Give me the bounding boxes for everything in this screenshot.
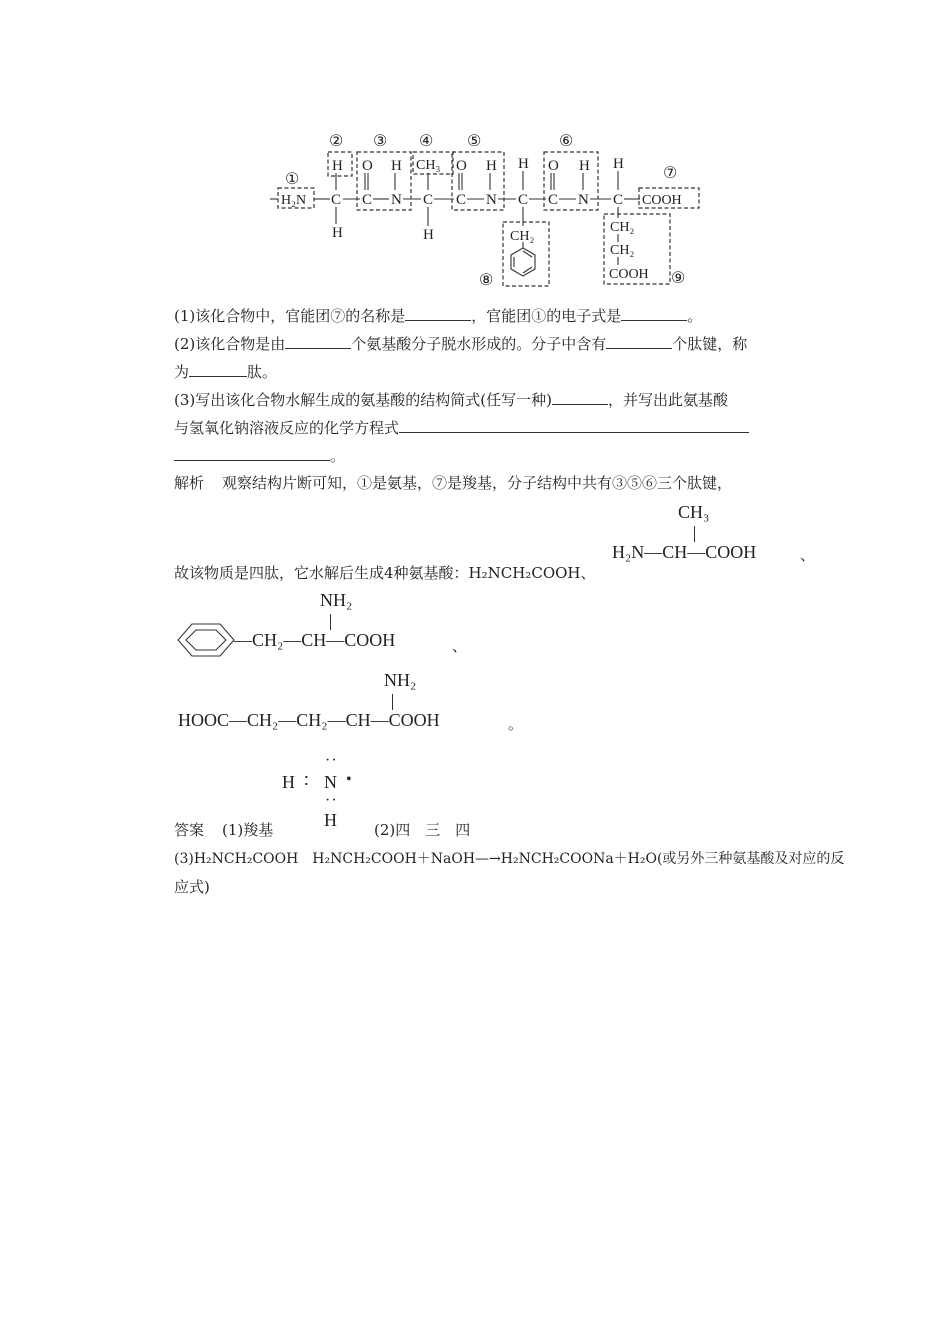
glutamic-main: HOOC—CH₂—CH₂—CH—COOH — [178, 710, 440, 730]
carboxyl-group: COOH — [642, 193, 682, 208]
q2-text-b: 个氨基酸分子脱水形成的。分子中含有 — [351, 335, 607, 353]
analysis-line-2 — [174, 563, 596, 583]
q3-blank-2[interactable] — [399, 417, 749, 433]
h-bottom-2: H — [423, 227, 434, 243]
side-ch2-a: CH₂ — [610, 220, 635, 235]
glutamic-bond — [392, 694, 393, 710]
answer-part-2: (2)四 三 四 — [374, 821, 471, 839]
q3-text-c: 与氢氧化钠溶液反应的化学方程式 — [174, 419, 400, 437]
amide-n-2: N — [486, 192, 497, 208]
electron-h-bottom: H — [324, 810, 337, 830]
amide-n-3: N — [578, 192, 589, 208]
alpha-c-4: C — [613, 192, 624, 208]
alanine-main: H₂N—CH—COOH — [612, 542, 757, 562]
carbonyl-c-3: C — [548, 192, 559, 208]
carbonyl-o-2: O — [456, 158, 467, 174]
phenylalanine-nh2: NH₂ — [320, 590, 353, 610]
h-top-1: H — [332, 158, 343, 174]
label-2: ② — [329, 133, 344, 150]
methyl-group: CH₃ — [416, 158, 441, 173]
amide-h-1: H — [391, 158, 402, 174]
electron-n: N — [324, 772, 337, 792]
alpha-c-1: C — [331, 192, 342, 208]
h-bottom-1: H — [332, 225, 343, 241]
analysis-label: 解析 — [174, 474, 205, 492]
label-7: ⑦ — [663, 165, 678, 182]
alanine-bond — [694, 526, 695, 542]
electron-h-left: H — [282, 772, 295, 792]
alpha-c-3: C — [518, 192, 529, 208]
question-1 — [174, 305, 702, 326]
electron-formula — [282, 752, 362, 836]
electron-colon: ∶ — [304, 771, 309, 791]
answer-line-3: (3)H₂NCH₂COOH H₂NCH₂COOH＋NaOH—→H₂NCH₂COONa＋H₂O(或另外三种氨基酸及对应的反 — [174, 851, 845, 867]
backbone-bonds — [270, 171, 640, 265]
side-cooh: COOH — [609, 267, 649, 282]
benzene-ring — [511, 248, 535, 276]
benzyl-ch2: CH₂ — [510, 229, 535, 244]
answer-line-3b: 应式) — [174, 878, 210, 896]
carbonyl-c-1: C — [362, 192, 373, 208]
q1-text-b: ，官能团①的电子式是 — [471, 307, 622, 325]
label-9: ⑨ — [671, 270, 686, 287]
q3-text-a: (3)写出该化合物水解生成的氨基酸的结构简式(任写一种) — [174, 391, 552, 409]
q3-text-d: 。 — [330, 447, 346, 465]
q2-blank-3[interactable] — [189, 361, 247, 377]
peptide-structure-diagram — [270, 128, 710, 294]
separator-2: 、 — [452, 637, 468, 655]
carbonyl-c-2: C — [456, 192, 467, 208]
q2-text-c: 个肽键，称 — [672, 335, 748, 353]
label-4: ④ — [419, 133, 434, 150]
answer-label: 答案 — [174, 821, 205, 839]
alpha-c-2: C — [423, 192, 434, 208]
h-top-4: H — [613, 156, 624, 172]
glutamic-acid-structure — [178, 668, 518, 740]
q1-text-c: 。 — [687, 307, 703, 325]
h-top-3: H — [518, 156, 529, 172]
amine-group: H₂N — [281, 193, 307, 208]
electron-dots-top: ·· — [325, 752, 338, 769]
phenylalanine-bond — [330, 614, 331, 630]
question-3-cont — [174, 417, 749, 438]
q3-blank-3[interactable] — [174, 445, 330, 461]
q1-blank-2[interactable] — [621, 305, 687, 321]
q1-blank-1[interactable] — [405, 305, 471, 321]
label-8: ⑧ — [479, 272, 494, 289]
question-2-cont — [174, 361, 277, 382]
q2-text-e: 肽。 — [247, 363, 278, 381]
label-5: ⑤ — [467, 133, 482, 150]
label-1: ① — [285, 171, 300, 188]
alanine-ch3: CH₃ — [678, 502, 710, 522]
label-6: ⑥ — [559, 133, 574, 150]
q2-text-d: 为 — [174, 363, 190, 381]
q3-text-b: ，并写出此氨基酸 — [607, 391, 728, 409]
analysis-text-1: 观察结构片断可知，①是氨基，⑦是羧基，分子结构中共有③⑤⑥三个肽键， — [222, 474, 733, 492]
q1-text-a: (1)该化合物中，官能团⑦的名称是 — [174, 307, 406, 325]
electron-dot: • — [346, 771, 352, 788]
amide-h-3: H — [579, 158, 590, 174]
glutamic-nh2: NH₂ — [384, 670, 417, 690]
amide-h-2: H — [486, 158, 497, 174]
analysis-text-2: 故该物质是四肽，它水解后生成4种氨基酸：H₂NCH₂COOH、 — [174, 564, 596, 582]
alanine-structure — [612, 500, 792, 570]
q2-blank-2[interactable] — [606, 333, 672, 349]
question-3 — [174, 389, 728, 410]
phenylalanine-structure — [174, 588, 454, 668]
q2-text-a: (2)该化合物是由 — [174, 335, 286, 353]
analysis-end: 。 — [508, 715, 524, 733]
answer-line-1 — [174, 820, 273, 840]
side-ch2-b: CH₂ — [610, 243, 635, 258]
carbonyl-o-1: O — [362, 158, 373, 174]
q3-blank-1[interactable] — [552, 389, 608, 405]
benzene-icon — [176, 620, 236, 660]
q2-blank-1[interactable] — [285, 333, 351, 349]
question-2 — [174, 333, 747, 354]
question-3-cont2 — [174, 445, 345, 466]
amide-n-1: N — [391, 192, 402, 208]
electron-dots-bottom: ·· — [325, 792, 338, 809]
label-3: ③ — [373, 133, 388, 150]
separator-1: 、 — [800, 546, 816, 564]
answer-part-1: (1)羧基 — [222, 821, 274, 839]
carbonyl-o-3: O — [548, 158, 559, 174]
phenylalanine-main: —CH₂—CH—COOH — [234, 630, 396, 650]
analysis-line-1 — [174, 473, 732, 493]
